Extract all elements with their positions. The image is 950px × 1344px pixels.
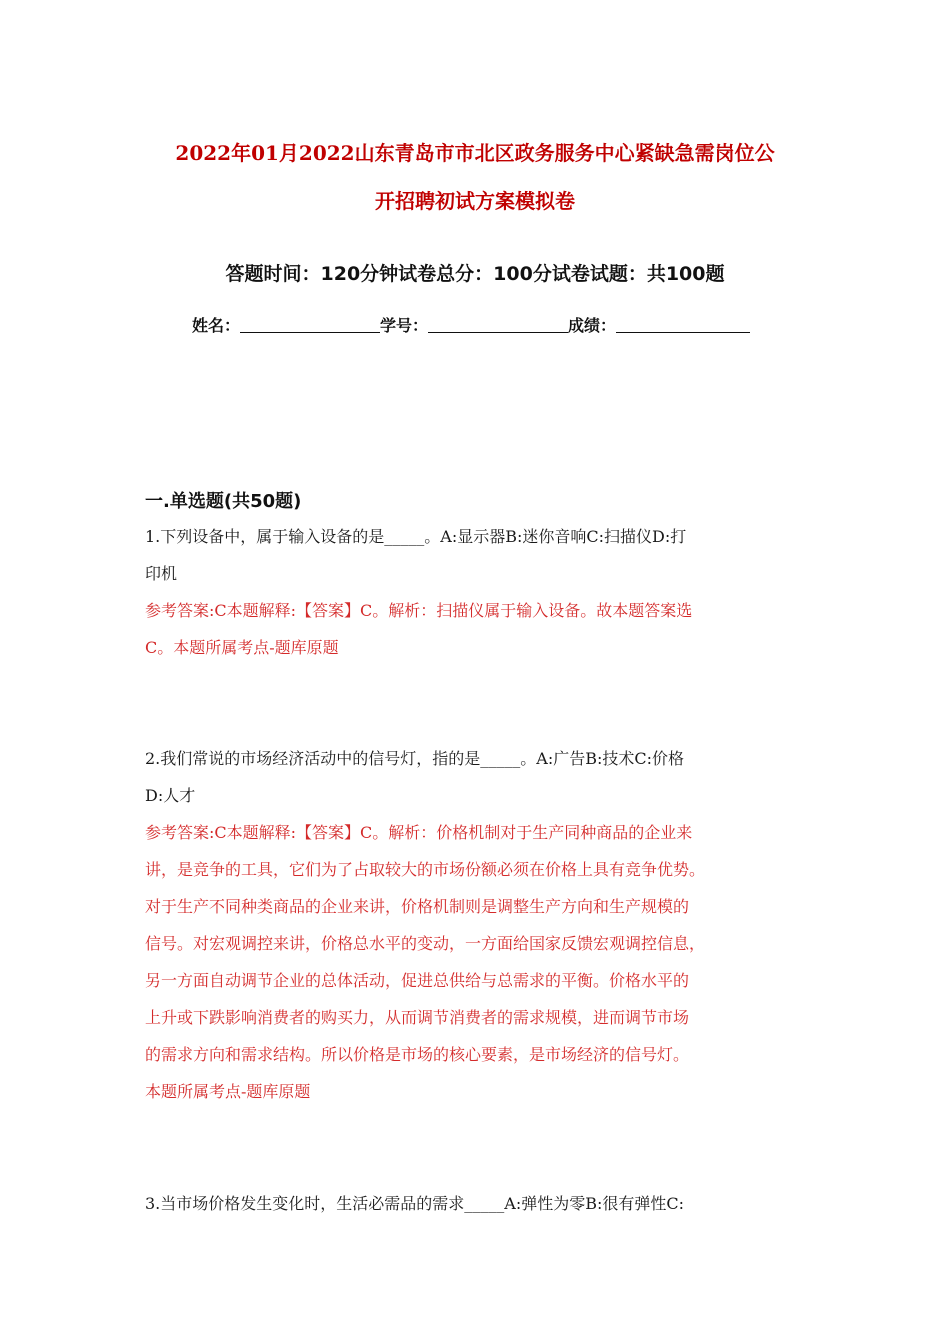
answer-2 xyxy=(145,814,807,1110)
question-2 xyxy=(145,740,807,814)
name-label: 姓名： xyxy=(192,316,241,335)
answer-line: 讲，是竞争的工具，它们为了占取较大的市场份额必须在价格上具有竞争优势。 xyxy=(145,860,706,879)
student-fields xyxy=(192,313,750,336)
document-title-line-2: 开招聘初试方案模拟卷 xyxy=(375,189,575,213)
question-line: 1.下列设备中，属于输入设备的是_____。A:显示器B:迷你音响C:扫描仪D:打 xyxy=(145,527,687,546)
id-label: 学号： xyxy=(380,316,429,335)
name-blank xyxy=(240,314,380,333)
question-line: 印机 xyxy=(145,564,178,583)
answer-line: 另一方面自动调节企业的总体活动，促进总供给与总需求的平衡。价格水平的 xyxy=(145,971,690,990)
answer-line: C。本题所属考点-题库原题 xyxy=(145,638,339,657)
exam-meta: 答题时间：120分钟试卷总分：100分试卷试题：共100题 xyxy=(225,263,725,285)
answer-line: 参考答案:C本题解释:【答案】C。解析：价格机制对于生产同种商品的企业来 xyxy=(145,823,693,842)
answer-1 xyxy=(145,592,807,666)
document-title-line-1: 2022年01月2022山东青岛市市北区政务服务中心紧缺急需岗位公 xyxy=(175,141,775,165)
score-blank xyxy=(616,314,750,333)
answer-line: 的需求方向和需求结构。所以价格是市场的核心要素，是市场经济的信号灯。 xyxy=(145,1045,690,1064)
answer-line: 信号。对宏观调控来讲，价格总水平的变动，一方面给国家反馈宏观调控信息， xyxy=(145,934,706,953)
answer-line: 上升或下跌影响消费者的购买力，从而调节消费者的需求规模，进而调节市场 xyxy=(145,1008,690,1027)
answer-line: 对于生产不同种类商品的企业来讲，价格机制则是调整生产方向和生产规模的 xyxy=(145,897,690,916)
answer-line: 本题所属考点-题库原题 xyxy=(145,1082,311,1101)
answer-line: 参考答案:C本题解释:【答案】C。解析：扫描仪属于输入设备。故本题答案选 xyxy=(145,601,693,620)
score-label: 成绩： xyxy=(568,316,617,335)
id-blank xyxy=(428,314,568,333)
question-3 xyxy=(145,1185,807,1222)
question-line: 3.当市场价格发生变化时，生活必需品的需求_____A:弹性为零B:很有弹性C: xyxy=(145,1194,684,1213)
question-line: 2.我们常说的市场经济活动中的信号灯，指的是_____。A:广告B:技术C:价格 xyxy=(145,749,684,768)
section-title: 一.单选题(共50题) xyxy=(145,491,302,512)
question-line: D:人才 xyxy=(145,786,196,805)
question-1 xyxy=(145,518,807,592)
